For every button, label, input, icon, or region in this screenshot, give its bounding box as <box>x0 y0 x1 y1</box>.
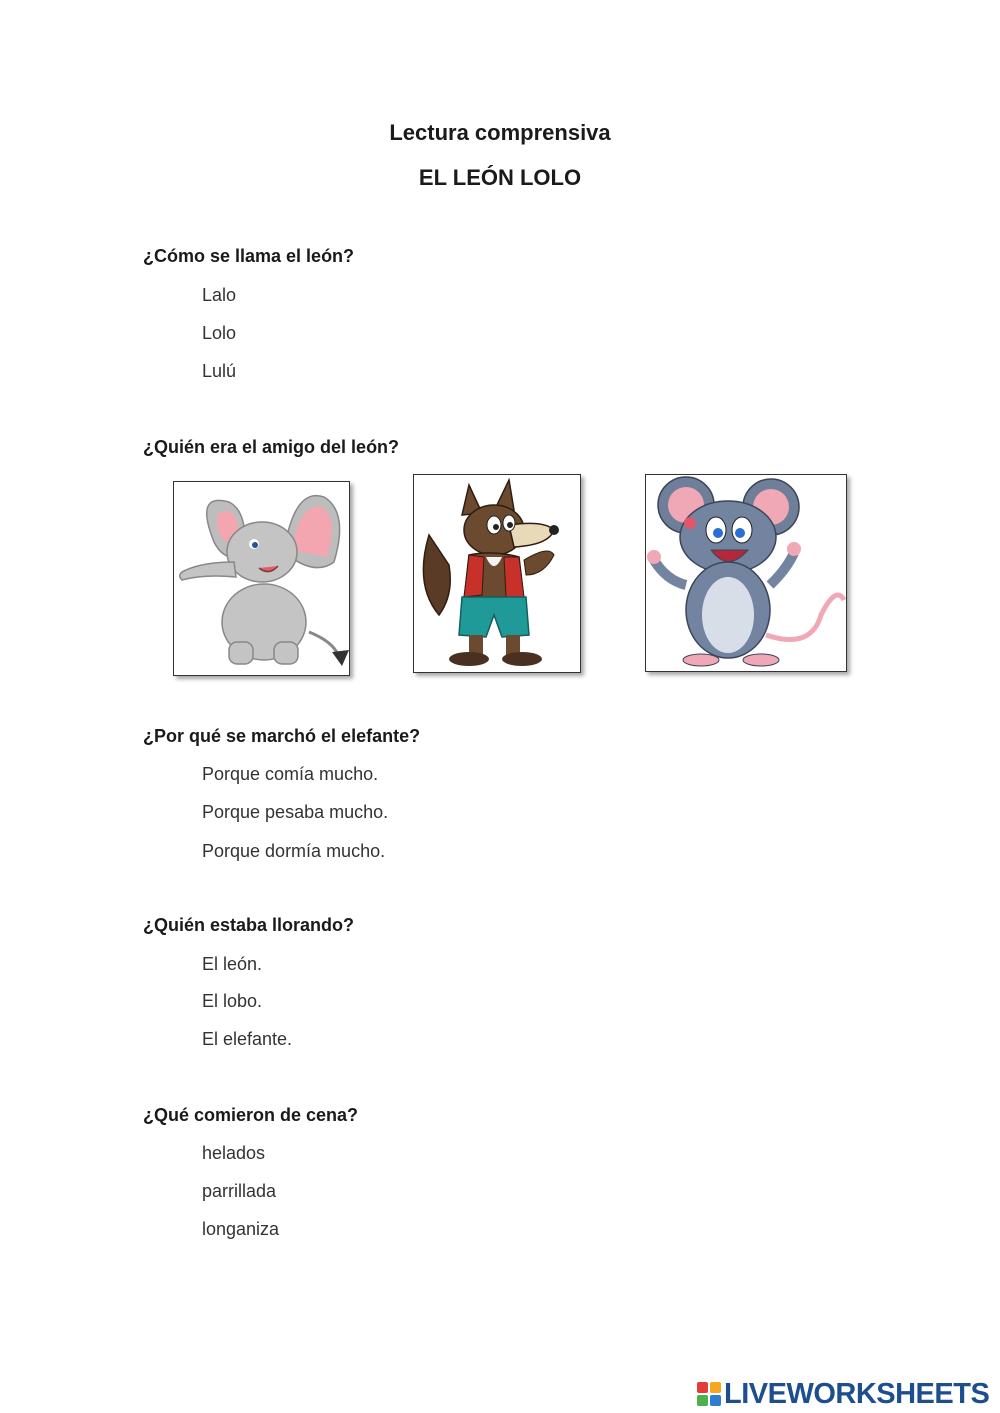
mouse-image[interactable] <box>645 474 847 672</box>
question-3: ¿Por qué se marchó el elefante? <box>143 726 421 746</box>
page-title: Lectura comprensiva <box>389 120 611 145</box>
option-3-2[interactable]: Porque pesaba mucho. <box>202 802 389 822</box>
brand-name: LIVEWORKSHEETS <box>724 1377 990 1410</box>
logo-block <box>710 1382 721 1393</box>
logo-block <box>710 1395 721 1406</box>
liveworksheets-logo[interactable] <box>697 1376 989 1412</box>
story-title: EL LEÓN LOLO <box>418 165 582 190</box>
option-1-1[interactable]: Lalo <box>202 285 237 305</box>
question-2: ¿Quién era el amigo del león? <box>143 437 400 457</box>
option-1-3[interactable]: Lulú <box>202 361 237 381</box>
question-1: ¿Cómo se llama el león? <box>143 246 355 266</box>
option-4-2[interactable]: El lobo. <box>202 991 263 1011</box>
option-5-2[interactable]: parrillada <box>202 1181 277 1201</box>
option-5-1[interactable]: helados <box>202 1143 266 1163</box>
elephant-image[interactable] <box>173 481 350 676</box>
question-4: ¿Quién estaba llorando? <box>143 915 355 935</box>
wolf-image[interactable] <box>413 474 581 673</box>
option-4-1[interactable]: El león. <box>202 954 263 974</box>
option-3-1[interactable]: Porque comía mucho. <box>202 764 379 784</box>
option-3-3[interactable]: Porque dormía mucho. <box>202 841 386 861</box>
option-5-3[interactable]: longaniza <box>202 1219 280 1239</box>
option-4-3[interactable]: El elefante. <box>202 1029 293 1049</box>
logo-block <box>697 1395 708 1406</box>
logo-block <box>697 1382 708 1393</box>
question-5: ¿Qué comieron de cena? <box>143 1105 359 1125</box>
option-1-2[interactable]: Lolo <box>202 323 237 343</box>
logo-blocks-icon <box>697 1382 721 1406</box>
